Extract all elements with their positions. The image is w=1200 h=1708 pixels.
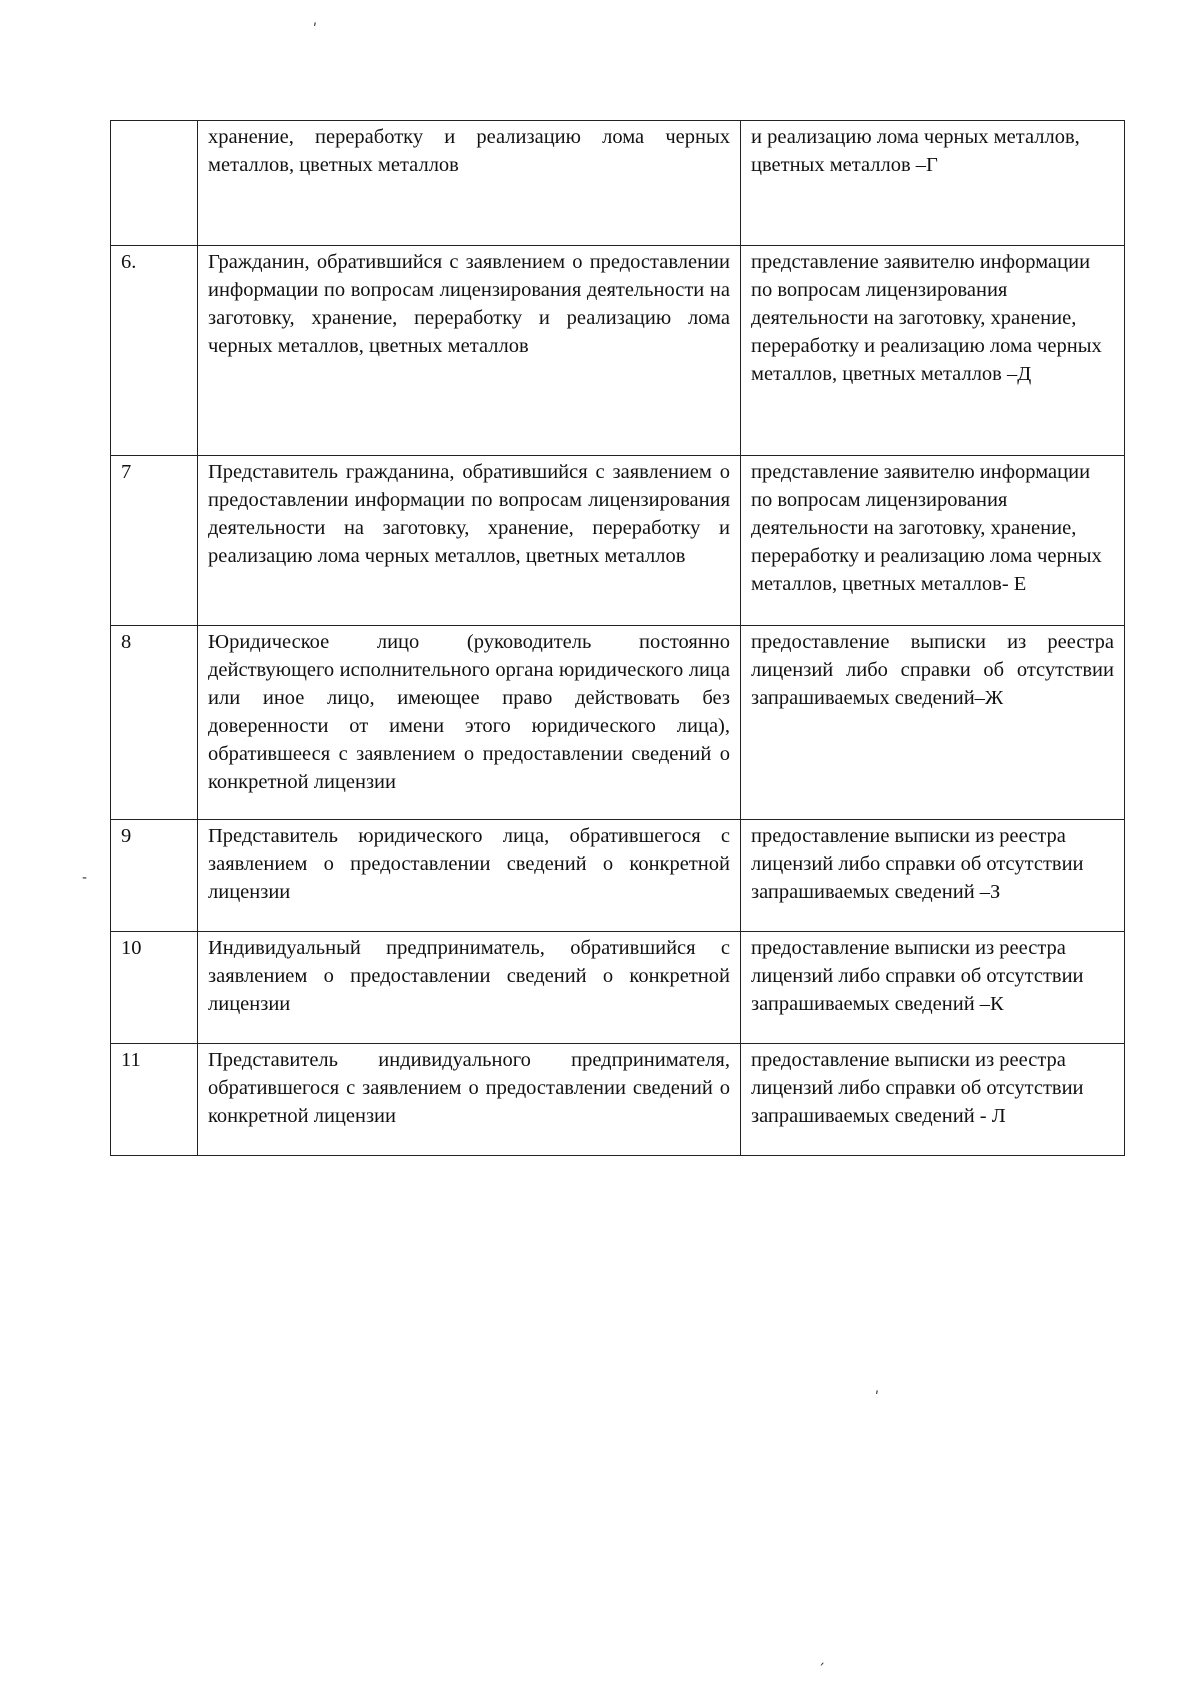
applicant-cell: Юридическое лицо (руководитель постоянно действующего исполнительного органа юридического лица или иное лицо, имеющее право действовать без доверенности от имени этого юридического лица), обратившееся с заявлением о предоставлении сведений о конкретной лицензии [198, 626, 741, 820]
scan-artifact: ʹ [875, 1390, 879, 1406]
scan-artifact: ʹ [313, 22, 317, 38]
applicant-cell: хранение, переработку и реализацию лома черных металлов, цветных металлов [198, 121, 741, 246]
applicant-cell: Представитель индивидуального предпринимателя, обратившегося с заявлением о предоставлении сведений о конкретной лицензии [198, 1044, 741, 1156]
row-number: 9 [111, 820, 198, 932]
table-row [111, 456, 1125, 626]
table-row [111, 820, 1125, 932]
applicant-cell: Представитель юридического лица, обратившегося с заявлением о предоставлении сведений о конкретной лицензии [198, 820, 741, 932]
result-cell: представление заявителю информации по вопросам лицензирования деятельности на заготовку, хранение, переработку и реализацию лома черных металлов, цветных металлов –Д [741, 246, 1125, 456]
row-number: 8 [111, 626, 198, 820]
table-row [111, 1044, 1125, 1156]
table-row [111, 121, 1125, 246]
scan-artifact: - [82, 870, 88, 886]
applicant-cell: Индивидуальный предприниматель, обратившийся с заявлением о предоставлении сведений о конкретной лицензии [198, 932, 741, 1044]
row-number: 6. [111, 246, 198, 456]
scan-artifact: ˏ [818, 1650, 825, 1666]
table-row [111, 626, 1125, 820]
result-cell: представление заявителю информации по вопросам лицензирования деятельности на заготовку, хранение, переработку и реализацию лома черных металлов, цветных металлов- Е [741, 456, 1125, 626]
result-cell: и реализацию лома черных металлов, цветных металлов –Г [741, 121, 1125, 246]
row-number: 7 [111, 456, 198, 626]
applicant-cell: Представитель гражданина, обратившийся с заявлением о предоставлении информации по вопросам лицензирования деятельности на заготовку, хранение, переработку и реализацию лома черных металлов, цветных металлов [198, 456, 741, 626]
services-table [110, 120, 1125, 1156]
table-row [111, 932, 1125, 1044]
applicant-cell: Гражданин, обратившийся с заявлением о предоставлении информации по вопросам лицензирования деятельности на заготовку, хранение, переработку и реализацию лома черных металлов, цветных металлов [198, 246, 741, 456]
row-number [111, 121, 198, 246]
row-number: 11 [111, 1044, 198, 1156]
table-row [111, 246, 1125, 456]
result-cell: предоставление выписки из реестра лицензий либо справки об отсутствии запрашиваемых сведений –К [741, 932, 1125, 1044]
result-cell: предоставление выписки из реестра лицензий либо справки об отсутствии запрашиваемых сведений - Л [741, 1044, 1125, 1156]
result-cell: предоставление выписки из реестра лицензий либо справки об отсутствии запрашиваемых сведений–Ж [741, 626, 1125, 820]
result-cell: предоставление выписки из реестра лицензий либо справки об отсутствии запрашиваемых сведений –З [741, 820, 1125, 932]
row-number: 10 [111, 932, 198, 1044]
